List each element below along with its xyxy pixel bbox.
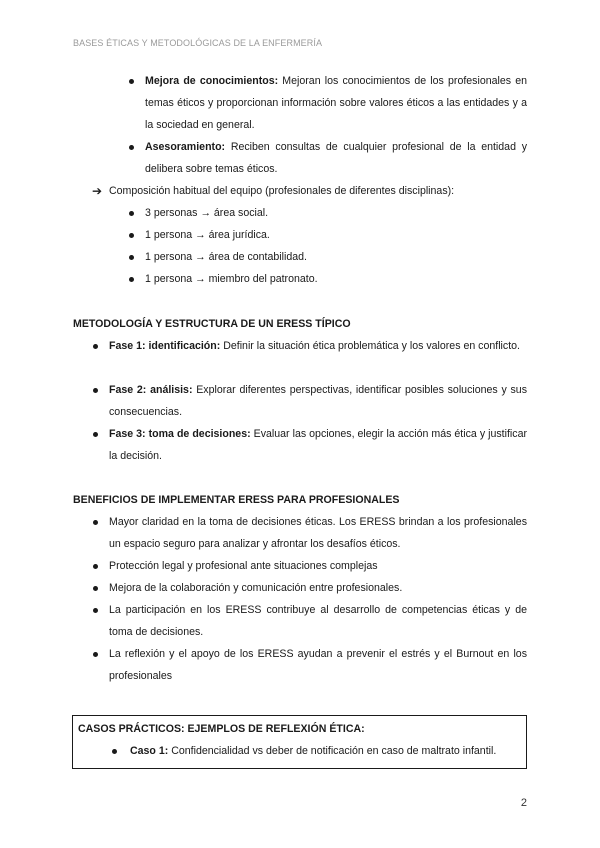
- item-text: Reciben consultas de cualquier profesional de la entidad y delibera sobre temas éticos.: [145, 141, 527, 175]
- item-text: Explorar diferentes perspectivas, identificar posibles soluciones y sus consecuencias.: [109, 384, 527, 418]
- list-item: 1 persona → área de contabilidad.: [145, 251, 307, 263]
- case-item: [130, 740, 520, 762]
- bullet-icon: [93, 432, 98, 437]
- bullet-icon: [129, 145, 134, 150]
- item-label: Mejora de conocimientos:: [145, 75, 279, 87]
- bullet-icon: [93, 586, 98, 591]
- list-item-asesoramiento: [145, 136, 527, 180]
- item-text: Definir la situación ética problemática y los valores en conflicto.: [220, 340, 520, 352]
- section-heading-beneficios: BENEFICIOS DE IMPLEMENTAR ERESS PARA PROFESIONALES: [73, 494, 400, 506]
- list-item-beneficio: Mayor claridad en la toma de decisiones éticas. Los ERESS brindan a los profesionales un espacio seguro para analizar y afrontar los desafíos éticos.: [109, 516, 527, 550]
- bullet-icon: [112, 749, 117, 754]
- composition-intro: Composición habitual del equipo (profesionales de diferentes disciplinas):: [109, 185, 455, 197]
- list-item-fase-2: [109, 379, 527, 423]
- bullet-icon: [129, 277, 134, 282]
- list-item: 1 persona → área jurídica.: [145, 229, 270, 241]
- item-text: Confidencialidad vs deber de notificación en caso de maltrato infantil.: [168, 745, 497, 757]
- list-item: 1 persona → miembro del patronato.: [145, 273, 318, 285]
- list-item-beneficio: Protección legal y profesional ante situaciones complejas: [109, 560, 378, 572]
- bullet-icon: [93, 388, 98, 393]
- bullet-icon: [129, 211, 134, 216]
- list-item-beneficio: La reflexión y el apoyo de los ERESS ayudan a prevenir el estrés y el Burnout en los profesionales: [109, 648, 527, 682]
- item-label: Fase 2: análisis:: [109, 384, 193, 396]
- item-label: Fase 1: identificación:: [109, 340, 221, 352]
- list-item-beneficio: Mejora de la colaboración y comunicación entre profesionales.: [109, 582, 403, 594]
- bullet-icon: [129, 233, 134, 238]
- cases-box: [72, 715, 527, 769]
- bullet-icon: [129, 255, 134, 260]
- list-item-fase-1: [109, 335, 527, 357]
- cases-title: CASOS PRÁCTICOS: EJEMPLOS DE REFLEXIÓN ÉTICA:: [78, 723, 365, 735]
- running-header: BASES ÉTICAS Y METODOLÓGICAS DE LA ENFERMERÍA: [73, 38, 323, 48]
- bullet-icon: [93, 608, 98, 613]
- bullet-icon: [93, 344, 98, 349]
- list-item-fase-3: [109, 423, 527, 467]
- section-heading-metodologia: METODOLOGÍA Y ESTRUCTURA DE UN ERESS TÍPICO: [73, 318, 351, 330]
- list-item-conocimientos: [145, 70, 527, 136]
- item-text: Mejoran los conocimientos de los profesionales en temas éticos y proporcionan información sobre valores éticos a las entidades y a la sociedad en general.: [145, 75, 527, 131]
- list-item: 3 personas → área social.: [145, 207, 269, 219]
- item-label: Caso 1:: [130, 745, 169, 757]
- page-number: 2: [520, 797, 527, 809]
- bullet-icon: [93, 652, 98, 657]
- bullet-icon: [93, 564, 98, 569]
- arrow-right-icon: ➔: [92, 184, 103, 198]
- item-label: Asesoramiento:: [145, 141, 226, 153]
- bullet-icon: [93, 520, 98, 525]
- bullet-icon: [129, 79, 134, 84]
- list-item-beneficio: La participación en los ERESS contribuye al desarrollo de competencias éticas y de toma de decisiones.: [109, 604, 527, 638]
- item-text: Evaluar las opciones, elegir la acción más ética y justificar la decisión.: [109, 428, 527, 462]
- item-label: Fase 3: toma de decisiones:: [109, 428, 251, 440]
